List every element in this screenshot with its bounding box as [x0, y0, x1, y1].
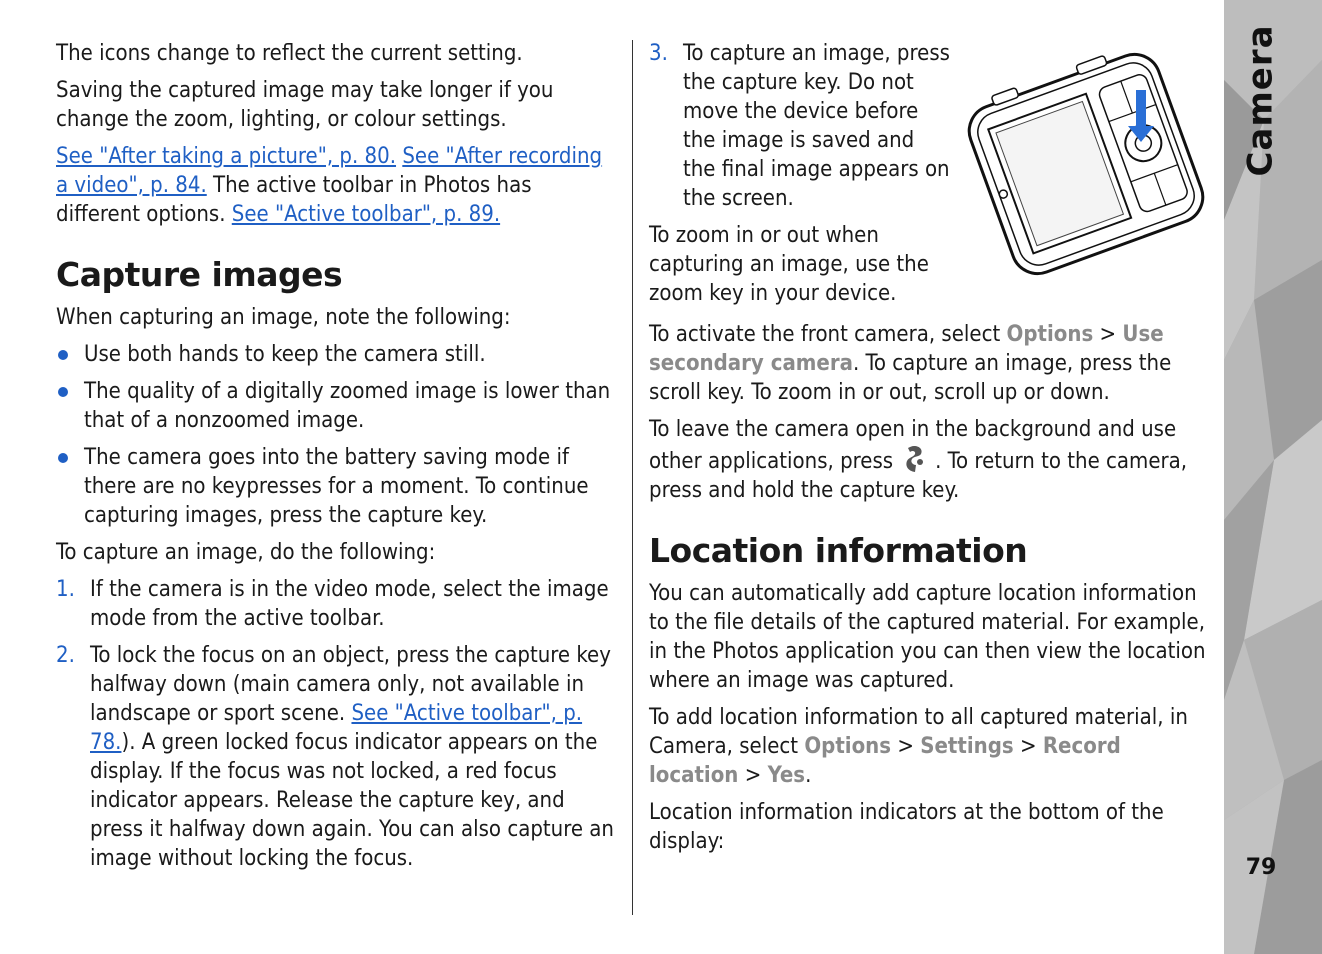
link-active-toolbar-78[interactable]: See "Active toolbar", p. 78. [90, 701, 583, 755]
bullet-icon [58, 350, 68, 360]
left-column [56, 39, 618, 881]
section-title: Camera [1240, 23, 1281, 177]
step-number: 3. [649, 41, 668, 66]
list-item [56, 377, 618, 435]
menu-separator: > [1093, 322, 1123, 347]
link-after-recording-video[interactable]: See "After recording a video", p. 84. [56, 144, 603, 198]
step-text-continued: ). A green locked focus indicator appears on the display. If the focus was not locked, a red focus indicator appears. Release the capture key, and press it halfway down again. You can also capture an image without locking the focus. [90, 730, 614, 871]
text: To add location information to all captured material, in Camera, select [649, 705, 1188, 759]
crossref-text: The active toolbar in Photos has different options. [56, 173, 532, 227]
text: . To return to the camera, press and hold the capture key. [649, 449, 1188, 503]
paragraph-add-location [649, 703, 1211, 790]
step-number: 2. [56, 643, 75, 668]
step-text: If the camera is in the video mode, select the image mode from the active toolbar. [90, 577, 609, 631]
step-number: 1. [56, 577, 75, 602]
menu-record-location: Record location [649, 734, 1121, 788]
menu-separator: > [891, 734, 921, 759]
paragraph-front-camera [649, 320, 1211, 407]
menu-options: Options [1006, 322, 1094, 347]
list-item [56, 340, 618, 369]
menu-key-icon [899, 444, 929, 474]
list-item-text: Use both hands to keep the camera still. [84, 342, 486, 367]
link-after-taking-picture[interactable]: See "After taking a picture", p. 80. [56, 144, 397, 169]
step-text: To lock the focus on an object, press the capture key halfway down (main camera only, not available in landscape or sport scene. [90, 643, 611, 726]
list-item-text: The camera goes into the battery saving mode if there are no keypresses for a moment. To continue capturing images, press the capture key. [84, 445, 589, 528]
step-1 [56, 575, 618, 633]
link-active-toolbar-89[interactable]: See "Active toolbar", p. 89. [231, 202, 501, 227]
paragraph-saving: Saving the captured image may take longer if you change the zoom, lighting, or colour settings. [56, 78, 554, 132]
menu-separator: > [738, 763, 768, 788]
text: . To capture an image, press the scroll key. To zoom in or out, scroll up or down. [649, 351, 1172, 405]
bullet-list [56, 340, 618, 530]
paragraph-steps-intro: To capture an image, do the following: [56, 540, 436, 565]
list-item [56, 443, 618, 530]
list-item-text: The quality of a digitally zoomed image is lower than that of a nonzoomed image. [84, 379, 611, 433]
menu-options: Options [804, 734, 892, 759]
page-number: 79 [1245, 855, 1277, 880]
menu-settings: Settings [920, 734, 1014, 759]
column-divider [632, 40, 633, 915]
step-2 [56, 641, 618, 873]
right-column [649, 39, 1211, 864]
paragraph-leave-camera [649, 415, 1211, 505]
text: To activate the front camera, select [649, 322, 1007, 347]
menu-use-secondary-camera: Use secondary camera [649, 322, 1164, 376]
step-list [56, 575, 618, 873]
paragraph-location-indicators: Location information indicators at the bottom of the display: [649, 800, 1164, 854]
text: To leave the camera open in the background and use other applications, press [649, 417, 1177, 474]
bullet-icon [58, 453, 68, 463]
menu-yes: Yes [767, 763, 806, 788]
step-3 [649, 39, 951, 213]
paragraph-zoom: To zoom in or out when capturing an image, use the zoom key in your device. [649, 223, 929, 306]
step-text: To capture an image, press the capture key. Do not move the device before the image is saved and the final image appears on the screen. [683, 41, 950, 211]
heading-capture-images: Capture images [56, 255, 343, 294]
paragraph-location-intro: You can automatically add capture location information to the file details of the captured material. For example, in the Photos application you can then view the location where an image was captured. [649, 581, 1206, 693]
text: . [805, 763, 812, 788]
paragraph-capture-intro: When capturing an image, note the following: [56, 305, 511, 330]
paragraph-crossrefs [56, 142, 618, 229]
menu-separator: > [1013, 734, 1043, 759]
paragraph-icons: The icons change to reflect the current setting. [56, 41, 523, 66]
heading-location-information: Location information [649, 531, 1028, 570]
bullet-icon [58, 387, 68, 397]
